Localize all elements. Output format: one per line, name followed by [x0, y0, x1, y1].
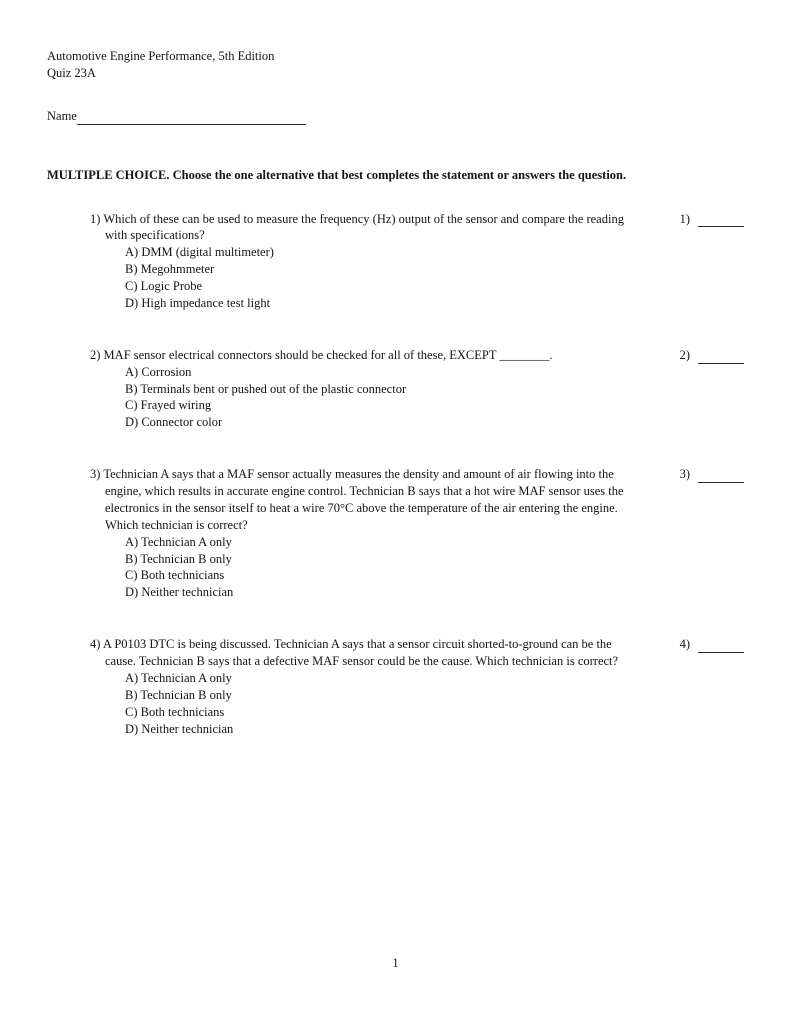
answer-choice: A) Technician A only: [125, 534, 232, 549]
answer-number-label: 2): [679, 347, 690, 362]
answer-choice: C) Logic Probe: [125, 279, 203, 293]
choice-list: [125, 534, 639, 602]
answer-slot: [680, 636, 744, 653]
answer-choice: D) Neither technician: [125, 585, 234, 600]
question-main: [47, 636, 639, 737]
question-block: [47, 211, 744, 312]
answer-slot: [680, 466, 744, 483]
answer-choice: A) DMM (digital multimeter): [125, 245, 274, 260]
page-number: 1: [392, 956, 399, 971]
name-blank-line: [77, 110, 306, 125]
answer-choice: D) Neither technician: [125, 721, 234, 736]
answer-choice: D) High impedance test light: [125, 295, 271, 310]
quiz-number: Quiz 23A: [47, 65, 96, 80]
section-instructions: MULTIPLE CHOICE. Choose the one alternative that best completes the statement or answers the question.: [47, 167, 627, 182]
question-block: [47, 636, 744, 737]
answer-number-label: 4): [679, 637, 690, 652]
question-text: [90, 636, 639, 670]
question-number: 1): [90, 211, 101, 226]
question-main: [47, 466, 639, 601]
answer-number-label: 3): [679, 467, 690, 482]
answer-number-label: 1): [679, 211, 690, 226]
answer-blank-line: [698, 212, 744, 227]
answer-choice: D) Connector color: [125, 415, 223, 430]
answer-choice: C) Frayed wiring: [125, 398, 212, 413]
answer-choice: B) Megohmmeter: [125, 262, 215, 277]
question-block: [47, 466, 744, 601]
question-stem: Technician A says that a MAF sensor actually measures the density and amount of air flowing into the engine, which results in accurate engine control. Technician B says that a hot wire MAF sensor uses the electronics in the sensor itself to heat a wire 70°C above the temperature of the air entering the engine. Which technician is correct?: [103, 467, 624, 532]
answer-choice: C) Both technicians: [125, 704, 225, 719]
answer-choice: B) Technician B only: [125, 687, 232, 702]
question-main: [47, 347, 639, 431]
choice-list: [125, 244, 639, 312]
answer-blank-line: [698, 349, 744, 364]
name-label: Name: [47, 108, 77, 123]
answer-slot: [680, 347, 744, 364]
answer-choice: A) Technician A only: [125, 670, 232, 685]
question-number: 4): [90, 637, 101, 652]
question-main: [47, 211, 639, 312]
question-number: 2): [90, 347, 101, 362]
document-title: Automotive Engine Performance, 5th Edition: [47, 49, 275, 63]
question-text: [90, 466, 639, 534]
answer-choice: B) Technician B only: [125, 551, 232, 566]
answer-choice: C) Both technicians: [125, 568, 225, 583]
question-number: 3): [90, 467, 101, 482]
question-text: [90, 211, 639, 245]
question-block: [47, 347, 744, 431]
question-stem: A P0103 DTC is being discussed. Technician A says that a sensor circuit shorted-to-ground can be the cause. Technician B says that a defective MAF sensor could be the cause. Which technician is correct?: [102, 637, 619, 668]
answer-blank-line: [698, 638, 744, 653]
answer-choice: A) Corrosion: [125, 364, 192, 379]
answer-blank-line: [698, 468, 744, 483]
answer-choice: B) Terminals bent or pushed out of the plastic connector: [125, 381, 407, 396]
answer-slot: [680, 211, 744, 228]
question-stem: MAF sensor electrical connectors should be checked for all of these, EXCEPT ________.: [103, 347, 553, 362]
question-text: [90, 347, 639, 364]
choice-list: [125, 364, 639, 432]
choice-list: [125, 670, 639, 738]
name-row: [47, 108, 744, 125]
question-list: [47, 211, 744, 738]
question-stem: Which of these can be used to measure the frequency (Hz) output of the sensor and compare the reading with specifications?: [103, 211, 624, 243]
